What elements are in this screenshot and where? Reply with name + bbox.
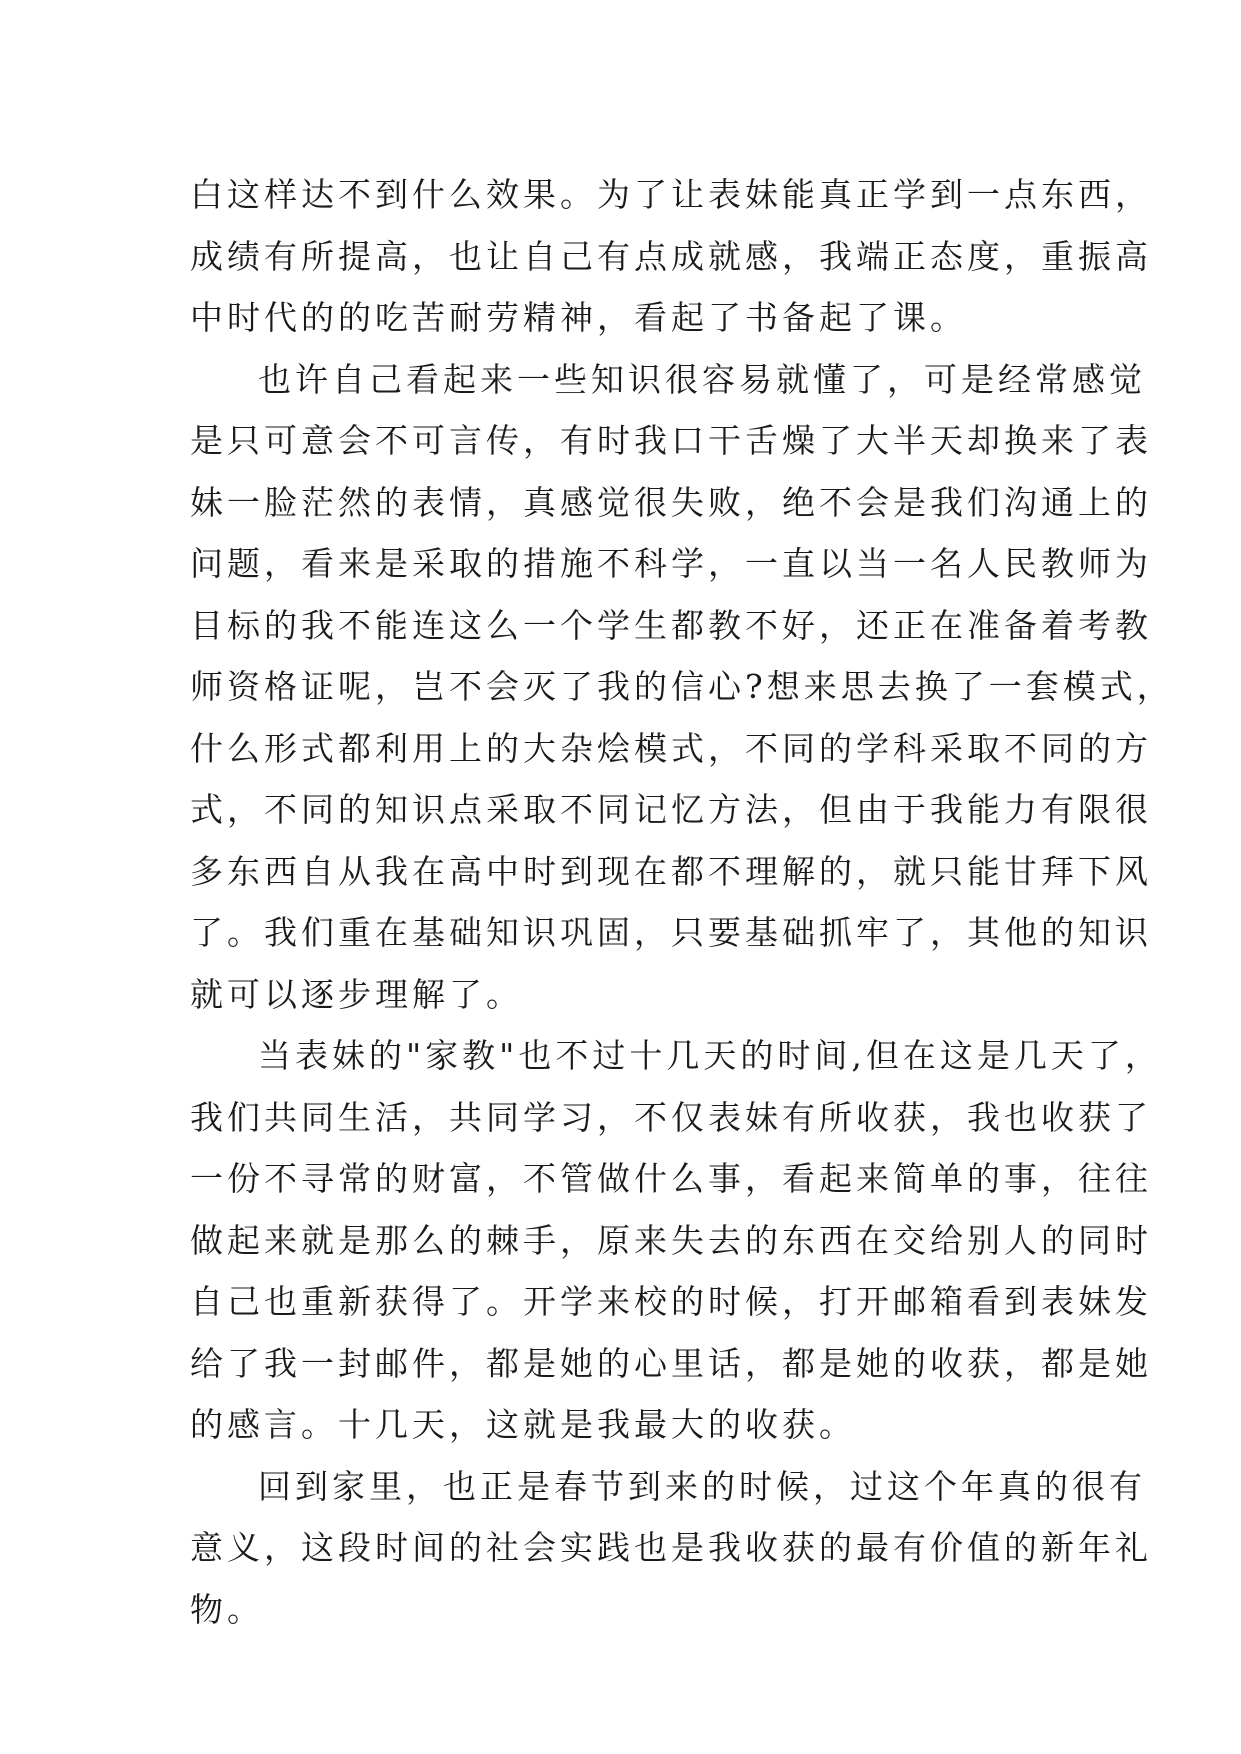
text-line: 了。我们重在基础知识巩固，只要基础抓牢了，其他的知识 — [190, 913, 1152, 952]
text-line: 是只可意会不可言传，有时我口干舌燥了大半天却换来了表 — [190, 421, 1152, 460]
text-line: 多东西自从我在高中时到现在都不理解的，就只能甘拜下风 — [190, 851, 1152, 891]
text-line: 物。 — [190, 1589, 264, 1629]
text-line: 当表妹的"家教"也不过十几天的时间,但在这是几天了， — [258, 1036, 1162, 1075]
text-line: 问题，看来是采取的措施不科学，一直以当一名人民教师为 — [190, 544, 1152, 583]
text-line: 也许自己看起来一些知识很容易就懂了，可是经常感觉 — [258, 359, 1146, 399]
text-line: 中时代的的吃苦耐劳精神，看起了书备起了课。 — [190, 298, 967, 337]
text-line: 式，不同的知识点采取不同记忆方法，但由于我能力有限很 — [190, 790, 1152, 829]
text-line: 目标的我不能连这么一个学生都教不好，还正在准备着考教 — [190, 605, 1152, 645]
text-line: 就可以逐步理解了。 — [190, 974, 523, 1014]
text-line: 什么形式都利用上的大杂烩模式，不同的学科采取不同的方 — [190, 728, 1152, 768]
text-line: 的感言。十几天，这就是我最大的收获。 — [190, 1405, 856, 1444]
document-body — [190, 164, 1174, 1640]
paragraph — [190, 1025, 1162, 1456]
text-line: 给了我一封邮件，都是她的心里话，都是她的收获，都是她 — [190, 1343, 1152, 1383]
text-line: 成绩有所提高，也让自己有点成就感，我端正态度，重振高 — [190, 236, 1152, 276]
text-line: 一份不寻常的财富，不管做什么事，看起来简单的事，往往 — [190, 1159, 1152, 1198]
text-line: 做起来就是那么的棘手，原来失去的东西在交给别人的同时 — [190, 1220, 1152, 1260]
paragraph — [190, 349, 1174, 1026]
text-line: 回到家里，也正是春节到来的时候，过这个年真的很有 — [258, 1466, 1146, 1506]
text-line: 意义，这段时间的社会实践也是我收获的最有价值的新年礼 — [190, 1528, 1152, 1567]
text-line: 自己也重新获得了。开学来校的时候，打开邮箱看到表妹发 — [190, 1282, 1152, 1321]
text-line: 白这样达不到什么效果。为了让表妹能真正学到一点东西， — [190, 175, 1152, 214]
text-line: 我们共同生活，共同学习，不仅表妹有所收获，我也收获了 — [190, 1097, 1152, 1137]
text-line: 师资格证呢，岂不会灭了我的信心?想来思去换了一套模式， — [190, 667, 1174, 706]
text-line: 妹一脸茫然的表情，真感觉很失败，绝不会是我们沟通上的 — [190, 482, 1152, 522]
paragraph — [190, 164, 1152, 349]
paragraph — [190, 1456, 1152, 1641]
